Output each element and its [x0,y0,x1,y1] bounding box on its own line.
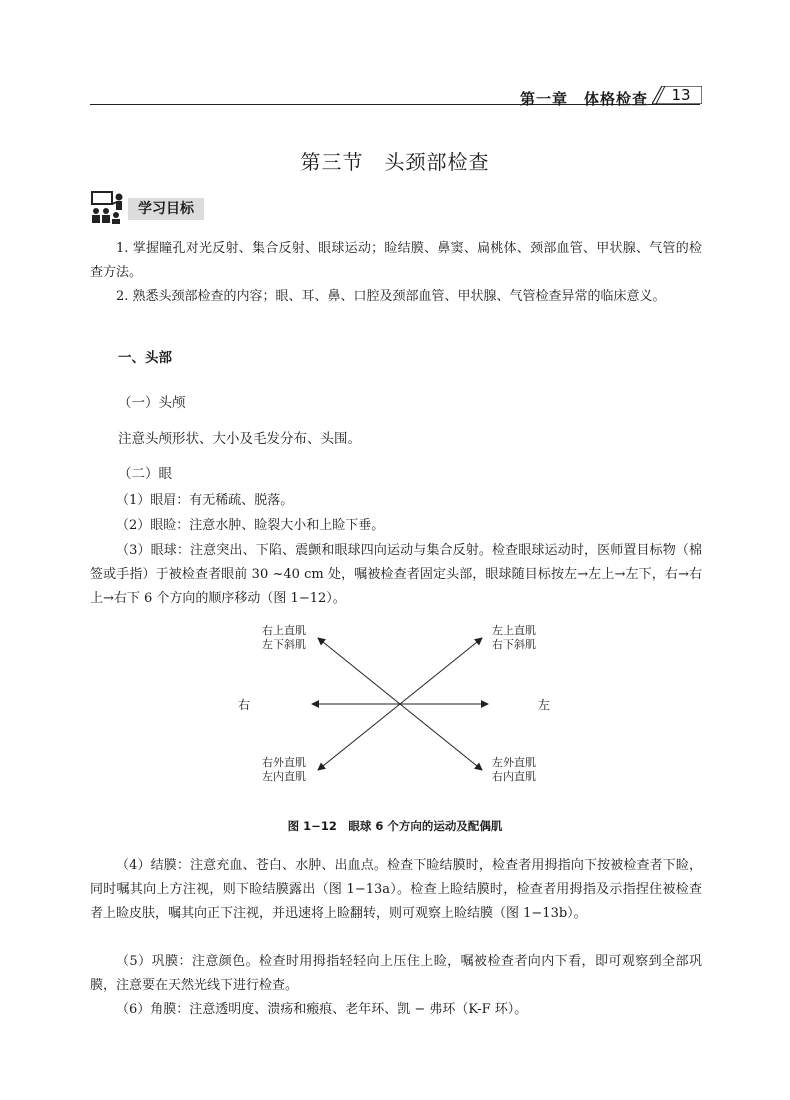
eye-item: （4）结膜：注意充血、苍白、水肿、出血点。检查下睑结膜时，检查者用拇指向下按被检查者下睑，同时嘱其向上方注视，则下睑结膜露出（图 1−13a）。检查上睑结膜时，检查者用拇指及示指捏住被检查者上睑皮肤，嘱其向正下注视，并迅速将上睑翻转，则可观察上睑结膜（图 1−13b）。 [90,858,702,921]
header-rule [90,104,700,105]
skull-text: 注意头颅形状、大小及毛发分布、头围。 [118,431,361,447]
label-bottom-right: 左外直肌 右内直肌 [492,756,536,783]
eye-item: （5）巩膜：注意颜色。检查时用拇指轻轻向上压住上睑，嘱被检查者向内下看，即可观察到全部巩膜，注意要在天然光线下进行检查。 [90,954,702,993]
figure-caption: 图 1−12 眼球 6 个方向的运动及配偶肌 [287,819,503,833]
objective-item: 1. 掌握瞳孔对光反射、集合反射、眼球运动；睑结膜、鼻窦、扁桃体、颈部血管、甲状腺、气管的检查方法。 [90,241,702,280]
heading-head: 一、头部 [118,350,172,366]
eye-item: （3）眼球：注意突出、下陷、震颤和眼球四向运动与集合反射。检查眼球运动时，医师置目标物（棉签或手指）于被检查者眼前 30 ~40 cm 处，嘱被检查者固定头部，眼球随目标按左→左上→左下，右→右上→右下 6 个方向的顺序移动（图 1−12）。 [90,543,702,606]
chapter-header: 第一章 体格检查 [520,90,649,108]
label-top-right: 左上直肌 右下斜肌 [492,624,536,651]
eye-item: （2）眼睑：注意水肿、睑裂大小和上睑下垂。 [116,518,385,533]
label-top-left: 右上直肌 左下斜肌 [262,624,306,651]
subheading-eye: （二）眼 [118,466,172,482]
page-number: 13 [671,86,691,104]
objective-item: 2. 熟悉头颈部检查的内容；眼、耳、鼻、口腔及颈部血管、甲状腺、气管检查异常的临床意义。 [116,289,666,304]
subheading-skull: （一）头颅 [118,395,186,411]
objectives-label: 学习目标 [128,198,204,220]
eye-movement-diagram [230,620,560,795]
label-bottom-left: 右外直肌 左内直肌 [262,756,306,783]
label-right-side: 右 [238,698,251,712]
eye-item: （1）眼眉：有无稀疏、脱落。 [116,493,294,508]
label-left-side: 左 [538,698,551,712]
section-title: 第三节 头颈部检查 [300,150,490,174]
classroom-icon [90,190,126,224]
eye-item: （6）角膜：注意透明度、溃疡和瘢痕、老年环、凯 − 弗环（K-F 环）。 [116,1002,528,1017]
